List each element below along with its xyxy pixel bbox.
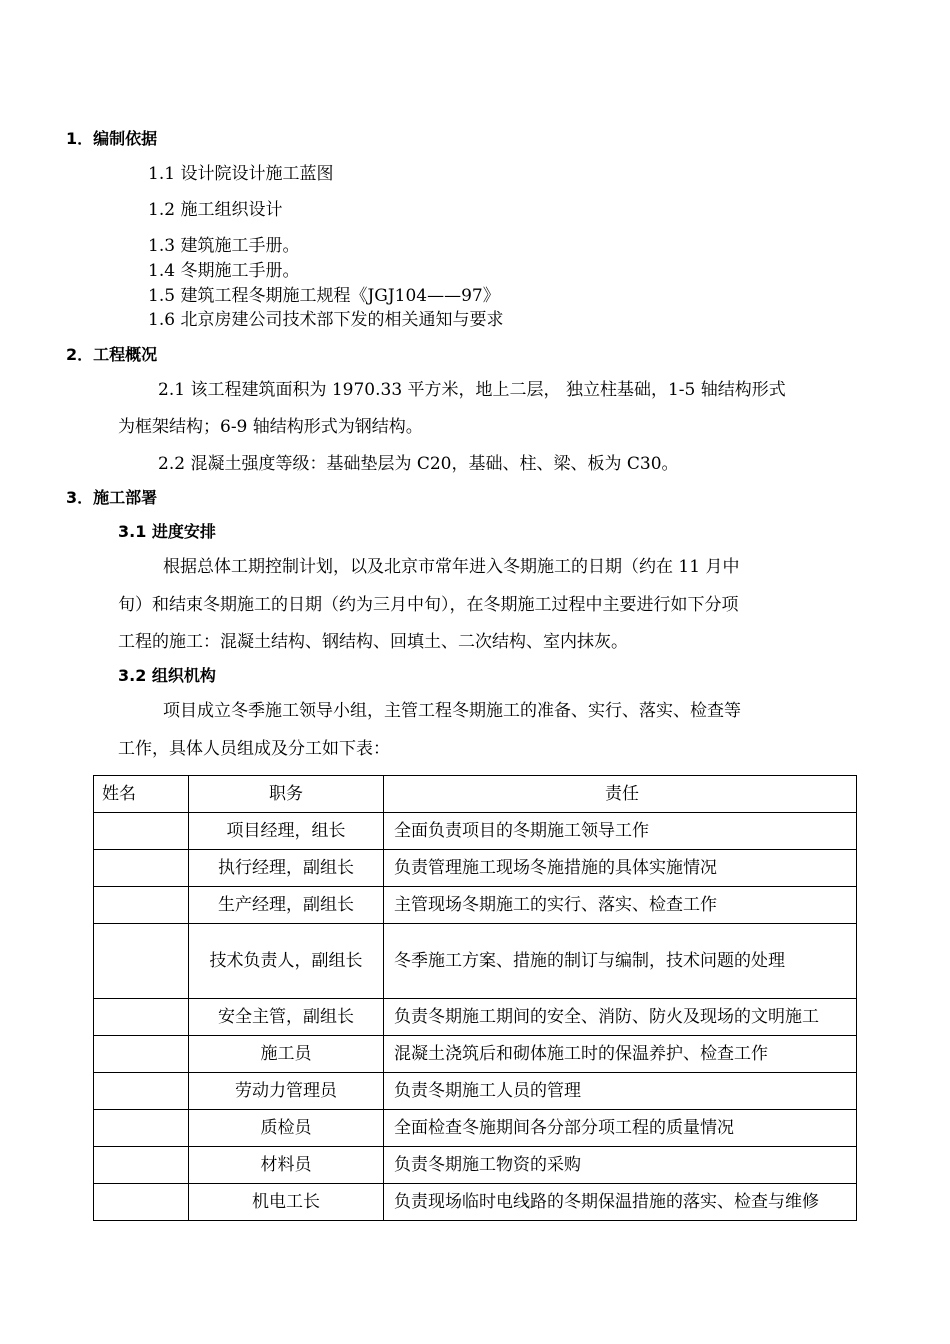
cell-duty: 负责冬期施工物资的采购: [384, 1147, 857, 1184]
cell-name: [94, 1184, 189, 1221]
cell-duty: 全面负责项目的冬期施工领导工作: [384, 813, 857, 850]
cell-name: [94, 887, 189, 924]
schedule-line-1: 根据总体工期控制计划，以及北京市常年进入冬期施工的日期（约在 11 月中: [163, 557, 740, 577]
organization-line-2: 工作，具体人员组成及分工如下表：: [118, 739, 390, 759]
cell-duty: 主管现场冬期施工的实行、落实、检查工作: [384, 887, 857, 924]
overview-p1-line2: 为框架结构；6-9 轴结构形式为钢结构。: [118, 417, 423, 437]
subsection-3-2-heading: 3.2 组织机构: [118, 666, 216, 685]
staff-table: [93, 775, 857, 1221]
cell-name: [94, 999, 189, 1036]
subsection-3-1-heading: 3.1 进度安排: [118, 522, 216, 541]
table-row: [94, 1147, 857, 1184]
cell-name: [94, 1036, 189, 1073]
cell-role: 劳动力管理员: [189, 1073, 384, 1110]
cell-duty: 负责管理施工现场冬施措施的具体实施情况: [384, 850, 857, 887]
cell-duty: 全面检查冬施期间各分部分项工程的质量情况: [384, 1110, 857, 1147]
section-1-heading: 1．编制依据: [66, 129, 158, 148]
section-3-heading: 3．施工部署: [66, 488, 158, 507]
cell-role: 技术负责人，副组长: [189, 924, 384, 999]
basis-item-5: 1.5 建筑工程冬期施工规程《JGJ104——97》: [148, 286, 500, 306]
cell-role: 项目经理，组长: [189, 813, 384, 850]
cell-role: 安全主管，副组长: [189, 999, 384, 1036]
cell-role: 机电工长: [189, 1184, 384, 1221]
cell-role: 执行经理，副组长: [189, 850, 384, 887]
cell-role: 质检员: [189, 1110, 384, 1147]
table-row: [94, 813, 857, 850]
cell-duty: 负责冬期施工人员的管理: [384, 1073, 857, 1110]
basis-item-6: 1.6 北京房建公司技术部下发的相关通知与要求: [148, 310, 504, 330]
overview-p1-line1: 2.1 该工程建筑面积为 1970.33 平方米，地上二层， 独立柱基础，1-5 轴结构形式: [158, 380, 786, 400]
table-row: [94, 924, 857, 999]
cell-duty: 混凝土浇筑后和砌体施工时的保温养护、检查工作: [384, 1036, 857, 1073]
table-row: [94, 999, 857, 1036]
cell-role: 生产经理，副组长: [189, 887, 384, 924]
cell-name: [94, 1147, 189, 1184]
cell-name: [94, 1073, 189, 1110]
cell-duty: 负责冬期施工期间的安全、消防、防火及现场的文明施工: [384, 999, 857, 1036]
table-row: [94, 1073, 857, 1110]
header-duty: 责任: [384, 776, 857, 813]
table-header-row: [94, 776, 857, 813]
cell-duty: 冬季施工方案、措施的制订与编制，技术问题的处理: [384, 924, 857, 999]
table-row: [94, 1110, 857, 1147]
schedule-line-3: 工程的施工：混凝土结构、钢结构、回填土、二次结构、室内抹灰。: [118, 632, 628, 652]
overview-p2: 2.2 混凝土强度等级：基础垫层为 C20，基础、柱、梁、板为 C30。: [158, 454, 679, 474]
table-row: [94, 1036, 857, 1073]
header-name: 姓名: [94, 776, 189, 813]
table-row: [94, 1184, 857, 1221]
table-row: [94, 850, 857, 887]
table-row: [94, 887, 857, 924]
cell-name: [94, 924, 189, 999]
basis-item-4: 1.4 冬期施工手册。: [148, 261, 300, 281]
section-2-heading: 2．工程概况: [66, 345, 158, 364]
cell-duty: 负责现场临时电线路的冬期保温措施的落实、检查与维修: [384, 1184, 857, 1221]
cell-role: 材料员: [189, 1147, 384, 1184]
cell-name: [94, 1110, 189, 1147]
schedule-line-2: 旬）和结束冬期施工的日期（约为三月中旬），在冬期施工过程中主要进行如下分项: [118, 595, 739, 615]
cell-name: [94, 850, 189, 887]
organization-line-1: 项目成立冬季施工领导小组，主管工程冬期施工的准备、实行、落实、检查等: [163, 701, 741, 721]
basis-item-1: 1.1 设计院设计施工蓝图: [148, 164, 334, 184]
header-role: 职务: [189, 776, 384, 813]
basis-item-3: 1.3 建筑施工手册。: [148, 236, 300, 256]
basis-item-2: 1.2 施工组织设计: [148, 200, 283, 220]
cell-role: 施工员: [189, 1036, 384, 1073]
cell-name: [94, 813, 189, 850]
